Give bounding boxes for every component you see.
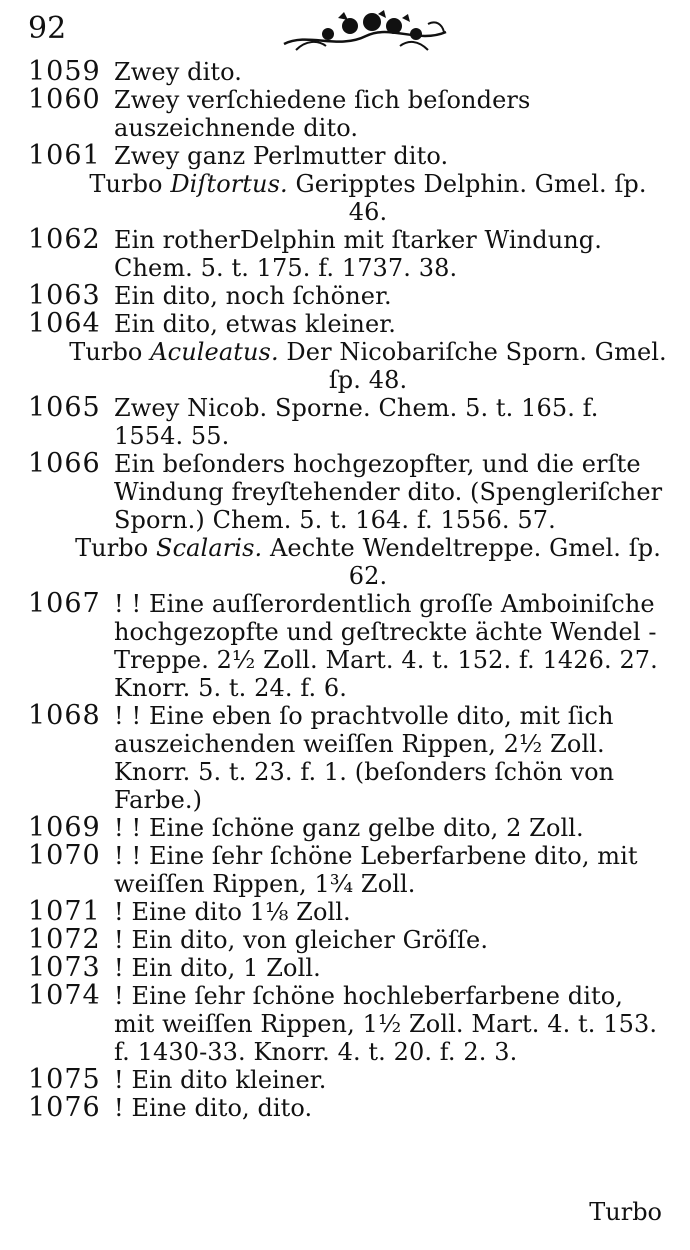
- lot-number: 1067: [28, 588, 101, 619]
- entry-description: Zwey Nicob. Sporne. Chem. 5. t. 165. f. 1554. 55.: [114, 394, 599, 450]
- entry-description: ! Ein dito kleiner.: [114, 1066, 327, 1094]
- catalogue-entry: [28, 86, 668, 142]
- lot-number: 1073: [28, 952, 101, 983]
- entry-description: ! ! Eine ſchöne ganz gelbe dito, 2 Zoll.: [114, 814, 584, 842]
- lot-number: 1061: [28, 140, 101, 171]
- lot-number: 1063: [28, 280, 101, 311]
- catalogue-entry: [28, 142, 668, 170]
- catalogue-entry: [28, 982, 668, 1066]
- species-heading: [28, 338, 668, 394]
- species-name: Diſtortus.: [170, 170, 288, 198]
- species-heading: [28, 534, 668, 590]
- lot-number: 1068: [28, 700, 101, 731]
- catalogue-entry: [28, 926, 668, 954]
- entry-description: Zwey ganz Perlmutter dito.: [114, 142, 449, 170]
- common-name: Der Nicobariſche Sporn. Gmel. ſp. 48.: [286, 338, 667, 394]
- catalogue-entry: [28, 58, 668, 86]
- entry-description: ! ! Eine eben ſo prachtvolle dito, mit ſich auszeichenden weiſſen Rippen, 2½ Zoll. Knorr. 5. t. 23. f. 1. (beſonders ſchön von Farbe.): [114, 702, 615, 814]
- entry-description: ! Eine dito 1⅛ Zoll.: [114, 898, 351, 926]
- entry-description: Ein rotherDelphin mit ſtarker Windung. Chem. 5. t. 175. f. 1737. 38.: [114, 226, 602, 282]
- catchword: Turbo: [589, 1198, 662, 1226]
- entry-description: ! Ein dito, von gleicher Gröſſe.: [114, 926, 489, 954]
- catalogue-entry: [28, 450, 668, 534]
- lot-number: 1060: [28, 84, 101, 115]
- catalogue-entry: [28, 394, 668, 450]
- entry-description: ! ! Eine auſſerordentlich groſſe Amboiniſche hochgezopfte und geſtreckte ächte Wendel - Treppe. 2½ Zoll. Mart. 4. t. 152. f. 1426. 27. Knorr. 5. t. 24. f. 6.: [114, 590, 658, 702]
- catalogue-entry: [28, 590, 668, 702]
- species-name: Aculeatus.: [150, 338, 279, 366]
- catalogue-entry: [28, 1066, 668, 1094]
- catalogue-entry: [28, 954, 668, 982]
- common-name: Geripptes Delphin. Gmel. ſp. 46.: [295, 170, 647, 226]
- genus-name: Turbo: [69, 338, 143, 366]
- catalogue-entry: [28, 282, 668, 310]
- catalogue-entry: [28, 842, 668, 898]
- lot-number: 1064: [28, 308, 101, 339]
- common-name: Aechte Wendeltreppe. Gmel. ſp. 62.: [269, 534, 661, 590]
- catalogue-entry: [28, 702, 668, 814]
- entry-description: ! Ein dito, 1 Zoll.: [114, 954, 321, 982]
- lot-number: 1070: [28, 840, 101, 871]
- species-heading: [28, 170, 668, 226]
- lot-number: 1066: [28, 448, 101, 479]
- floral-vignette-ornament: [278, 10, 453, 54]
- catalogue-entry: [28, 1094, 668, 1122]
- lot-number: 1059: [28, 56, 101, 87]
- entry-description: ! Eine dito, dito.: [114, 1094, 313, 1122]
- genus-name: Turbo: [75, 534, 149, 562]
- lot-number: 1071: [28, 896, 101, 927]
- entry-description: ! ! Eine ſehr ſchöne Leberfarbene dito, mit weiſſen Rippen, 1¾ Zoll.: [114, 842, 638, 898]
- catalogue-entry: [28, 898, 668, 926]
- lot-number: 1075: [28, 1064, 101, 1095]
- entry-description: Ein dito, etwas kleiner.: [114, 310, 396, 338]
- lot-number: 1076: [28, 1092, 101, 1123]
- catalogue-entry: [28, 310, 668, 338]
- catalogue-text: [28, 58, 668, 1122]
- entry-description: Zwey verſchiedene ſich beſonders auszeichnende dito.: [114, 86, 531, 142]
- page-number: 92: [28, 11, 67, 46]
- lot-number: 1072: [28, 924, 101, 955]
- catalogue-entry: [28, 814, 668, 842]
- lot-number: 1062: [28, 224, 101, 255]
- lot-number: 1074: [28, 980, 101, 1011]
- lot-number: 1065: [28, 392, 101, 423]
- entry-description: Ein dito, noch ſchöner.: [114, 282, 392, 310]
- genus-name: Turbo: [89, 170, 163, 198]
- catalogue-entry: [28, 226, 668, 282]
- entry-description: Ein beſonders hochgezopfter, und die erſte Windung freyſtehender dito. (Spengleriſcher Sporn.) Chem. 5. t. 164. f. 1556. 57.: [114, 450, 663, 534]
- species-name: Scalaris.: [156, 534, 263, 562]
- entry-description: ! Eine ſehr ſchöne hochleberfarbene dito, mit weiſſen Rippen, 1½ Zoll. Mart. 4. t. 153. f. 1430-33. Knorr. 4. t. 20. f. 2. 3.: [114, 982, 658, 1066]
- lot-number: 1069: [28, 812, 101, 843]
- entry-description: Zwey dito.: [114, 58, 242, 86]
